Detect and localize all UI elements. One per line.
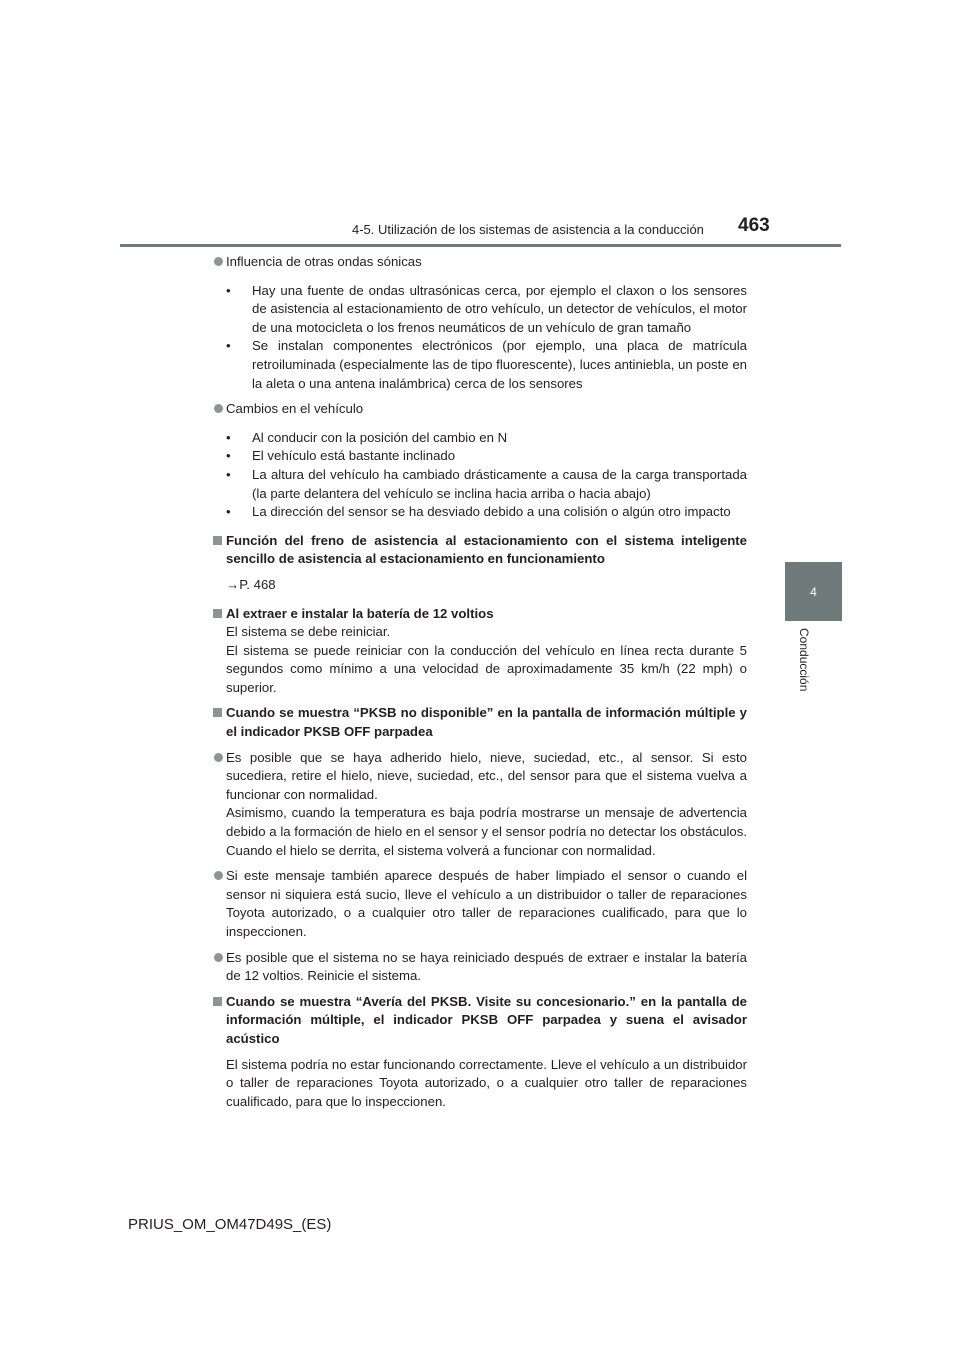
filled-square-icon xyxy=(213,609,222,618)
chapter-number: 4 xyxy=(810,584,817,599)
page-reference-link[interactable]: P. 468 xyxy=(239,576,276,592)
document-code: PRIUS_OM_OM47D49S_(ES) xyxy=(128,1216,332,1233)
vehicle-changes-title: Cambios en el vehículo xyxy=(226,401,364,417)
malfunction-body: El sistema podría no estar funcionando correctamente. Lleve el vehículo a un distribuidor o taller de reparaciones Toyota autorizado, o a cualquier otro taller de reparaciones cualificado, para que lo inspeccionen. xyxy=(226,1056,747,1109)
unavailable-item-1: Es posible que se haya adherido hielo, nieve, suciedad, etc., al sensor. Si esto sucediera, retire el hielo, nieve, suciedad, etc., del sensor para que el sistema vuelva a funcionar con normalidad. Asimismo, cuando la temperatura es baja podría mostrarse un mensaje de advertencia debido a la formación de hielo en el sensor y el sensor podría no detectar los obstáculos. Cuando el hielo se derrita, el sistema volverá a funcionar con normalidad. xyxy=(213,749,747,861)
arrow-icon: → xyxy=(226,576,240,592)
battery-line-1: El sistema se debe reiniciar. xyxy=(226,624,391,640)
ultrasonic-title: Influencia de otras ondas sónicas xyxy=(226,254,422,269)
header-divider xyxy=(120,244,841,247)
list-item: • La dirección del sensor se ha desviado debido a una colisión o algún otro impacto xyxy=(226,503,747,522)
list-item: • Al conducir con la posición del cambio en N xyxy=(226,429,747,448)
filled-square-icon xyxy=(213,997,222,1006)
malfunction-heading: Cuando se muestra “Avería del PKSB. Visite su concesionario.” en la pantalla de información múltiple, el indicador PKSB OFF parpadea y suena el avisador acústico xyxy=(213,993,747,1049)
vehicle-changes-bullets xyxy=(213,429,747,522)
filled-circle-icon xyxy=(214,404,223,413)
battery-line-2: El sistema se puede reiniciar con la conducción del vehículo en línea recta durante 5 segundos como mínimo a una velocidad de aproximadamente 35 km/h (22 mph) o superior. xyxy=(226,642,747,695)
filled-circle-icon xyxy=(214,257,223,266)
ultrasonic-bullets xyxy=(213,282,747,394)
header-section-title: 4-5. Utilización de los sistemas de asistencia a la conducción xyxy=(352,222,704,237)
filled-square-icon xyxy=(213,708,222,717)
filled-square-icon xyxy=(213,536,222,545)
bullet-icon: • xyxy=(226,338,231,354)
brake-function-heading: Función del freno de asistencia al estacionamiento con el sistema inteligente sencillo de asistencia al estacionamiento en funcionamiento xyxy=(213,532,747,569)
list-item: • Se instalan componentes electrónicos (por ejemplo, una placa de matrícula retroiluminada (especialmente las de tipo fluorescente), luces antiniebla, un poste en la aleta o una antena inalámbrica) cerca de los sensores xyxy=(226,338,747,391)
bullet-icon: • xyxy=(226,429,231,445)
vehicle-changes-item xyxy=(213,400,747,419)
bullet-icon: • xyxy=(226,504,231,520)
filled-circle-icon xyxy=(214,953,223,962)
ultrasonic-item xyxy=(213,253,747,272)
bullet-icon: • xyxy=(226,448,231,464)
chapter-tab xyxy=(785,562,842,621)
page-content xyxy=(213,253,747,1111)
unavailable-heading: Cuando se muestra “PKSB no disponible” en la pantalla de información múltiple y el indicador PKSB OFF parpadea xyxy=(213,704,747,741)
unavailable-item-2: Si este mensaje también aparece después de haber limpiado el sensor o cuando el sensor ni siquiera está sucio, lleve el vehículo a un distribuidor o taller de reparaciones Toyota autorizado, o a cualquier otro taller de reparaciones cualificado, para que lo inspeccionen. xyxy=(213,867,747,941)
filled-circle-icon xyxy=(214,753,223,762)
page-number: 463 xyxy=(738,215,770,236)
list-item: • Hay una fuente de ondas ultrasónicas cerca, por ejemplo el claxon o los sensores de asistencia al estacionamiento de otro vehículo, un detector de vehículos, el motor de una motocicleta o los frenos neumáticos de un vehículo de gran tamaño xyxy=(226,282,747,335)
bullet-icon: • xyxy=(226,466,231,482)
filled-circle-icon xyxy=(214,871,223,880)
list-item: • La altura del vehículo ha cambiado drásticamente a causa de la carga transportada (la parte delantera del vehículo se inclina hacia arriba o hacia abajo) xyxy=(226,466,747,501)
list-item: • El vehículo está bastante inclinado xyxy=(226,447,747,466)
bullet-icon: • xyxy=(226,282,231,298)
chapter-label: Conducción xyxy=(797,628,811,692)
unavailable-item-3: Es posible que el sistema no se haya reiniciado después de extraer e instalar la batería de 12 voltios. Reinicie el sistema. xyxy=(213,949,747,986)
brake-function-reference[interactable] xyxy=(213,576,747,595)
battery-heading: Al extraer e instalar la batería de 12 voltios xyxy=(213,605,747,624)
